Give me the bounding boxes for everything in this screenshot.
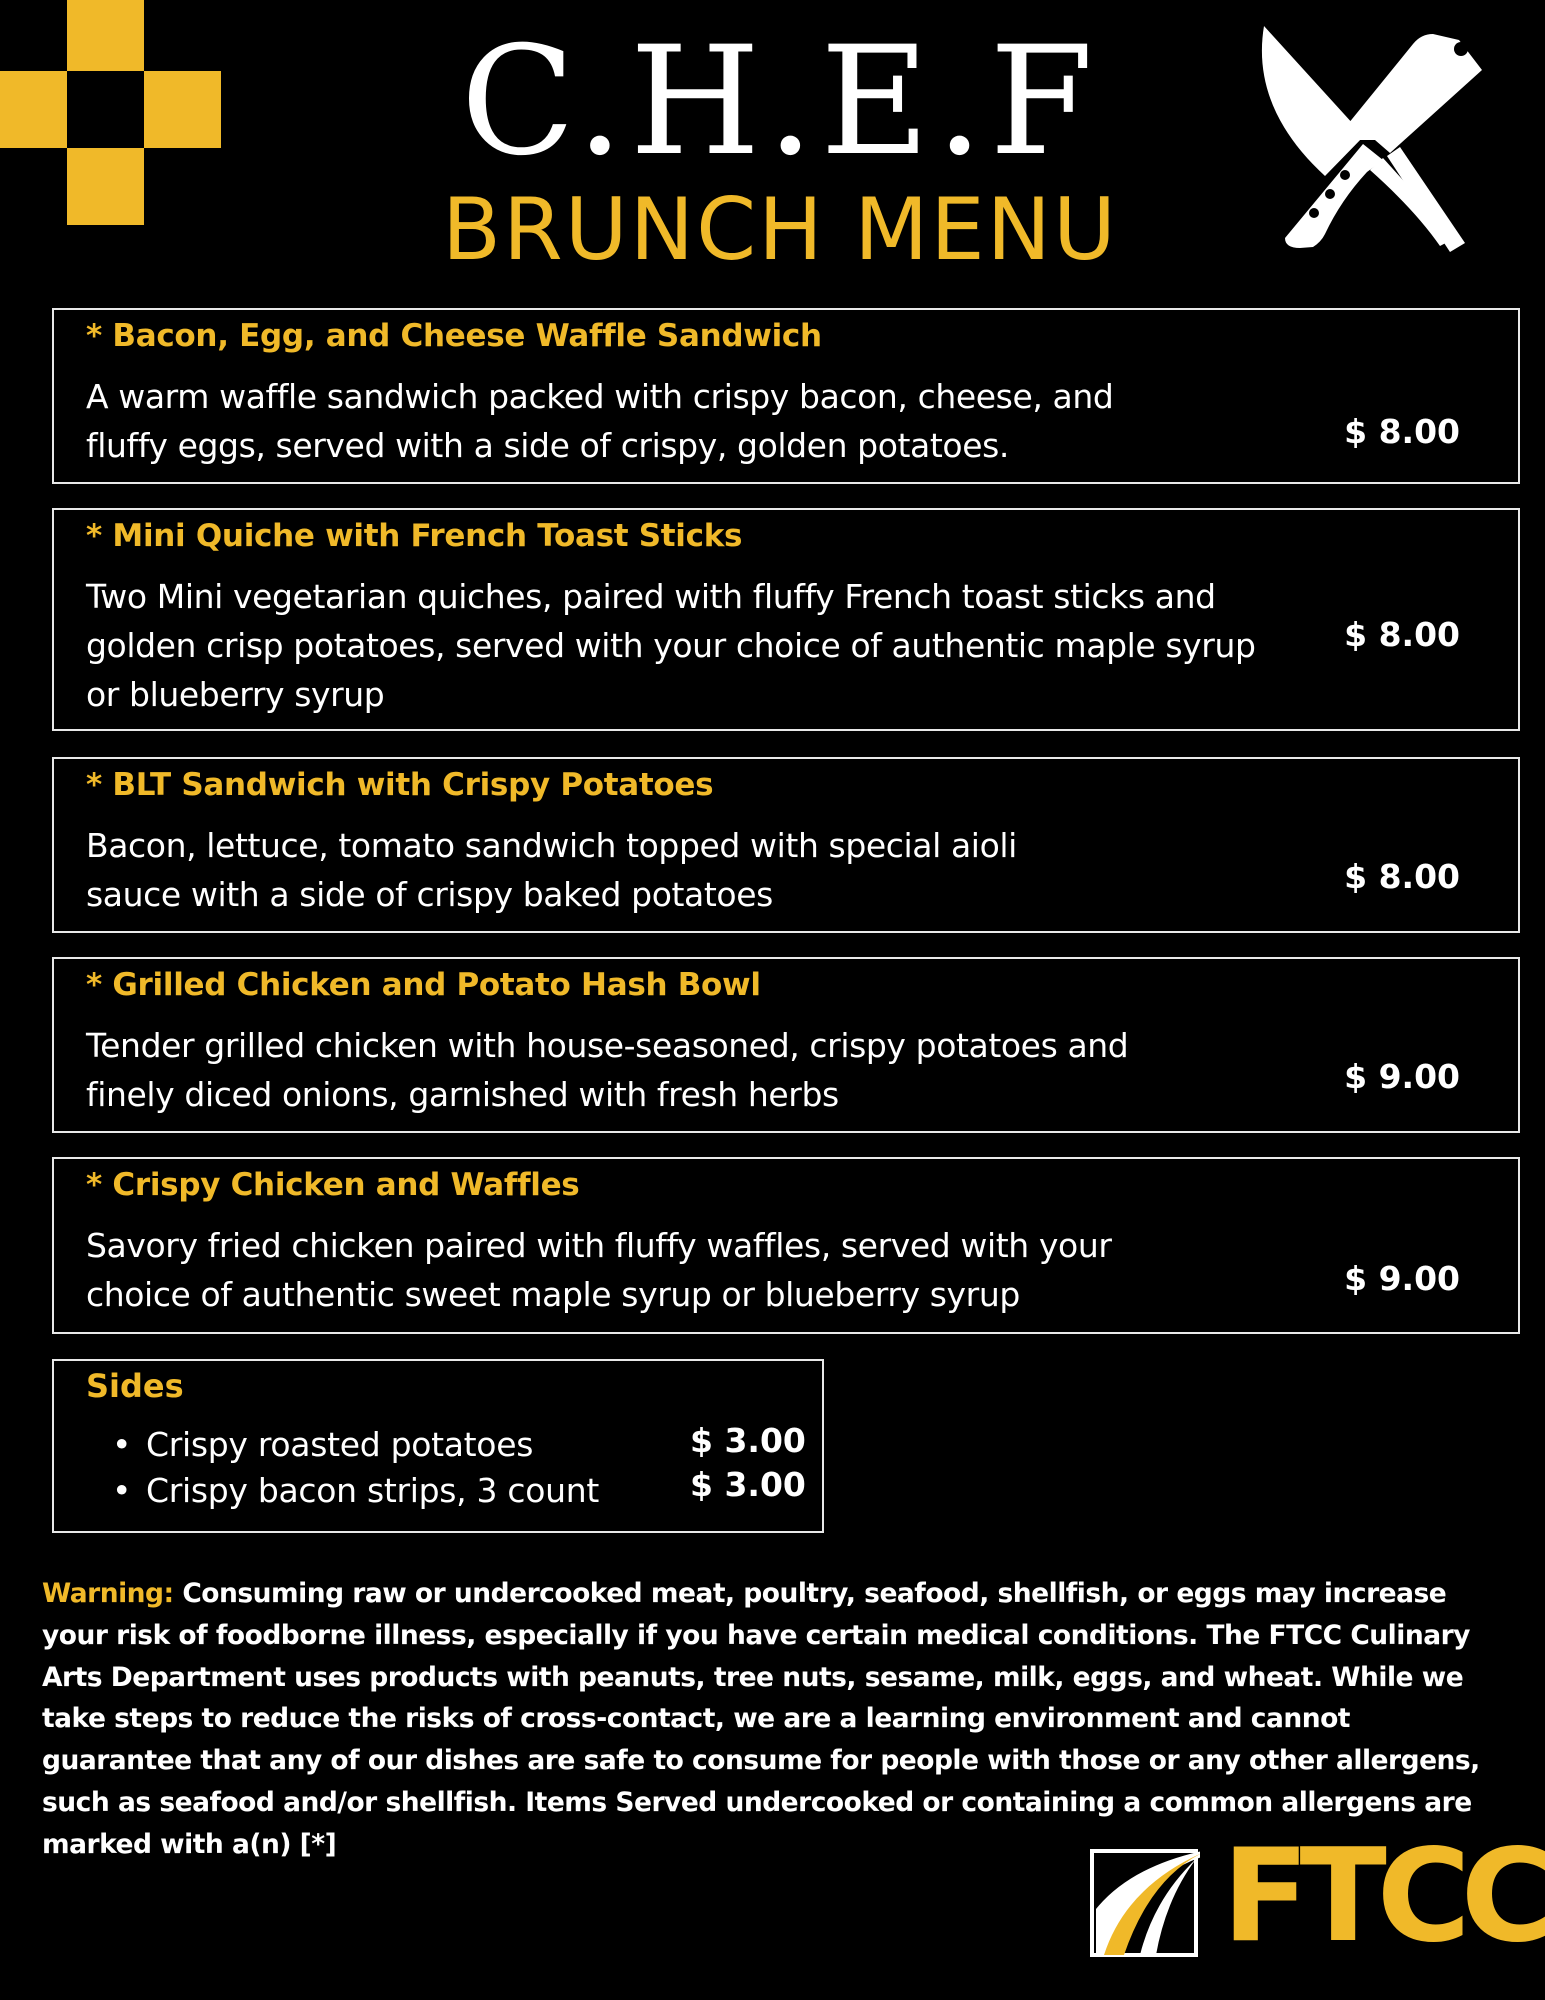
warning-line: guarantee that any of our dishes are safe to consume for people with those or any other allergens, [42, 1745, 1480, 1777]
warning-line: such as seafood and/or shellfish. Items Served undercooked or containing a common allergens are [42, 1786, 1472, 1818]
bullet-icon: • [112, 1425, 132, 1464]
side-item-name: Crispy roasted potatoes [146, 1425, 534, 1464]
crossed-knife-cleaver-icon [1255, 20, 1525, 260]
menu-item-card [52, 1157, 1520, 1334]
warning-line: Arts Department uses products with peanuts, tree nuts, sesame, milk, eggs, and wheat. While we [42, 1661, 1464, 1693]
warning-line: take steps to reduce the risks of cross-contact, we are a learning environment and cannot [42, 1703, 1350, 1735]
side-item-price: $ 3.00 [690, 1421, 806, 1460]
side-item [112, 1471, 599, 1510]
description-line: Two Mini vegetarian quiches, paired with fluffy French toast sticks and [86, 577, 1216, 616]
side-item-price: $ 3.00 [690, 1465, 806, 1504]
warning-line [42, 1573, 1512, 1615]
description-line: choice of authentic sweet maple syrup or blueberry syrup [86, 1275, 1020, 1314]
menu-item-description [86, 372, 1366, 470]
warning-line: marked with a(n) [*] [42, 1828, 337, 1860]
description-line: A warm waffle sandwich packed with crispy bacon, cheese, and [86, 377, 1114, 416]
warning-label: Warning: [42, 1578, 174, 1609]
warning-text: Consuming raw or undercooked meat, poultry, seafood, shellfish, or eggs may increase [173, 1578, 1447, 1609]
description-line: or blueberry syrup [86, 675, 385, 714]
menu-item-card [52, 508, 1520, 731]
menu-item-description [86, 1221, 1366, 1319]
menu-item-description [86, 572, 1366, 719]
ftcc-logo-text: FTCC [1222, 1822, 1545, 1971]
description-line: golden crisp potatoes, served with your choice of authentic maple syrup [86, 626, 1256, 665]
menu-item-description [86, 1021, 1366, 1119]
ftcc-road-logo-icon [1090, 1849, 1200, 1959]
menu-item-price: $ 8.00 [1344, 615, 1460, 654]
menu-item-description [86, 821, 1366, 919]
menu-item-card [52, 308, 1520, 484]
menu-item-name: * BLT Sandwich with Crispy Potatoes [86, 767, 714, 803]
page-title: C.H.E.F [460, 15, 1100, 189]
menu-item-price: $ 8.00 [1344, 857, 1460, 896]
menu-item-name: * Crispy Chicken and Waffles [86, 1167, 580, 1203]
description-line: Tender grilled chicken with house-seasoned, crispy potatoes and [86, 1026, 1129, 1065]
menu-item-name: * Mini Quiche with French Toast Sticks [86, 518, 743, 554]
menu-item-name: * Grilled Chicken and Potato Hash Bowl [86, 967, 761, 1003]
menu-item-price: $ 8.00 [1344, 412, 1460, 451]
warning-line: your risk of foodborne illness, especially if you have certain medical conditions. The FTCC Culinary [42, 1619, 1470, 1651]
bullet-icon: • [112, 1471, 132, 1510]
description-line: Savory fried chicken paired with fluffy waffles, served with your [86, 1226, 1112, 1265]
menu-item-card [52, 957, 1520, 1133]
menu-item-price: $ 9.00 [1344, 1057, 1460, 1096]
description-line: finely diced onions, garnished with fresh herbs [86, 1075, 839, 1114]
menu-item-card [52, 757, 1520, 933]
side-item [112, 1425, 533, 1464]
description-line: Bacon, lettuce, tomato sandwich topped with special aioli [86, 826, 1017, 865]
page-subtitle: BRUNCH MENU [442, 180, 1118, 280]
yellow-cross-pattern-icon [0, 0, 222, 226]
sides-card [52, 1359, 824, 1533]
menu-item-price: $ 9.00 [1344, 1259, 1460, 1298]
description-line: fluffy eggs, served with a side of crispy, golden potatoes. [86, 426, 1009, 465]
menu-item-name: * Bacon, Egg, and Cheese Waffle Sandwich [86, 318, 822, 354]
description-line: sauce with a side of crispy baked potatoes [86, 875, 773, 914]
sides-title: Sides [86, 1367, 184, 1405]
side-item-name: Crispy bacon strips, 3 count [146, 1471, 600, 1510]
